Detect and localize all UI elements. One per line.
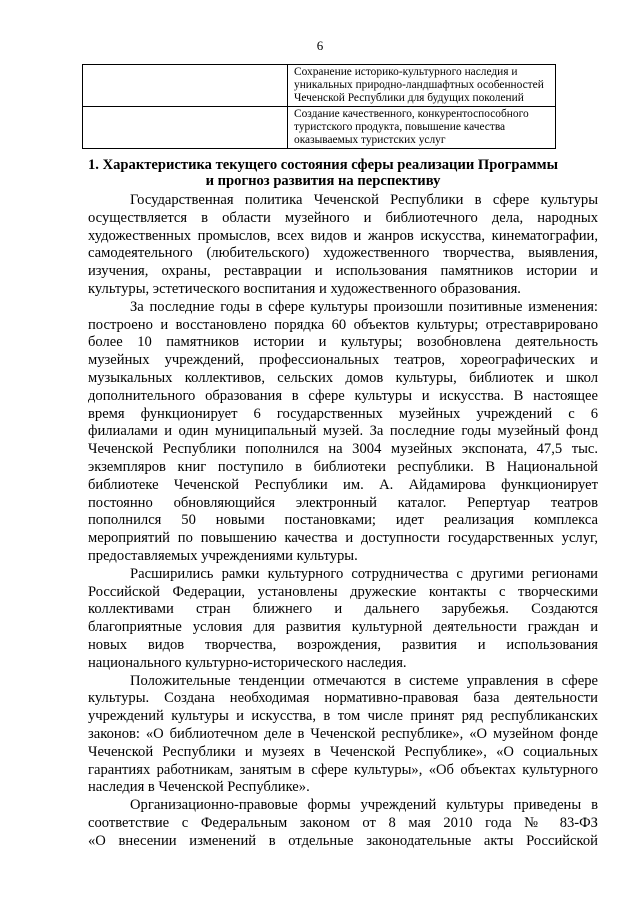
paragraph-line: художественных промыслов, всех видов и жанров искусства, кинематографии, <box>88 227 598 244</box>
paragraph-line: Российской Федерации, установлены дружеские контакты с творческими <box>88 583 598 600</box>
goal-text <box>288 107 555 148</box>
paragraph-line: более 10 памятников истории и культуры; возобновлена деятельность <box>88 334 598 351</box>
paragraph-line: За последние годы в сфере культуры произошли позитивные изменения: <box>130 298 598 315</box>
table-cell-empty <box>83 107 288 149</box>
heading-line: 1. Характеристика текущего состояния сферы реализации Программы <box>88 157 559 173</box>
paragraph-line: благоприятные условия для развития культурной деятельности граждан и <box>88 619 598 636</box>
paragraph-line: самодеятельного (любительского) художественного творчества, выявления, <box>88 245 598 262</box>
paragraph <box>88 673 598 798</box>
paragraph-line: построено и восстановлено порядка 60 объектов культуры; отреставрировано <box>88 316 598 333</box>
paragraph-line: культуры, эстетического воспитания и художественного образования. <box>88 280 521 297</box>
table-cell-empty <box>83 65 288 107</box>
paragraph-line: Положительные тенденции отмечаются в системе управления в сфере <box>130 672 598 689</box>
section-heading <box>88 157 558 189</box>
table-row <box>83 65 556 107</box>
paragraph-line: новых видов творчества, возрождения, развития и использования <box>88 636 598 653</box>
paragraph-line: Организационно-правовые формы учреждений культуры приведены в <box>130 797 598 814</box>
paragraph <box>88 566 598 673</box>
paragraph-line: наследия в Чеченской Республике». <box>88 779 310 796</box>
goal-text <box>288 65 555 106</box>
paragraph-line: соответствие с Федеральным законом от 8 мая 2010 года № 83-ФЗ <box>88 814 598 831</box>
paragraph-line: дополнительного образования в сфере культуры и искусства. В настоящее <box>88 387 598 404</box>
paragraph-line: Чеченской Республики и музеях в Чеченской Республике», «О социальных <box>88 743 598 760</box>
paragraph-line: коллективами стран ближнего и дальнего зарубежья. Создаются <box>88 601 598 618</box>
paragraph-line: постоянно обновляющийся электронный каталог. Репертуар театров <box>88 494 598 511</box>
paragraph-line: пополнился 50 новыми постановками; идет реализация комплекса <box>88 512 598 529</box>
heading-line: и прогноз развития на перспективу <box>205 173 441 189</box>
paragraph-line: национального культурно-исторического наследия. <box>88 654 407 671</box>
paragraph-line: изучения, охраны, реставрации и использования памятников истории и <box>88 263 598 280</box>
paragraph-line: Расширились рамки культурного сотрудничества с другими регионами <box>130 565 598 582</box>
paragraph-line: библиотеке Чеченской Республики им. А. Айдамирова функционирует <box>88 476 598 493</box>
paragraph-line: музейных учреждений, профессиональных театров, хореографических и <box>88 352 598 369</box>
table-cell-goal <box>288 107 556 149</box>
paragraph-line: гарантиях работникам, занятым в сфере культуры», «Об объектах культурного <box>88 761 598 778</box>
paragraph-line: предоставляемых учреждениями культуры. <box>88 547 358 564</box>
paragraph-line: законов: «О библиотечном деле в Чеченской республике», «О музейном фонде <box>88 725 598 742</box>
goal-line: Создание качественного, конкурентоспособного <box>294 108 529 120</box>
paragraph <box>88 299 598 566</box>
table-row <box>83 107 556 149</box>
paragraph-line: мероприятий по повышению качества и доступности государственных услуг, <box>88 530 598 547</box>
goal-line: оказываемых туристских услуг <box>294 134 446 146</box>
paragraph-line: учреждений культуры и искусства, в том числе принят ряд республиканских <box>88 708 598 725</box>
paragraph-line: музыкальных коллективов, сельских домов культуры, библиотек и школ <box>88 369 598 386</box>
paragraph-line: Чеченской Республики пополнился на 3004 музейных экспоната, 47,5 тыс. <box>88 441 598 458</box>
goal-line: Сохранение историко-культурного наследия и <box>294 66 518 78</box>
paragraph-line: «О внесении изменений в отдельные законодательные акты Российской <box>88 832 598 849</box>
goal-line: Чеченской Республики для будущих поколений <box>294 92 524 104</box>
table-cell-goal <box>288 65 556 107</box>
goal-line: туристского продукта, повышение качества <box>294 121 506 133</box>
paragraph-line: экземпляров книг поступило в библиотеки республики. В Национальной <box>88 458 598 475</box>
page-number: 6 <box>316 38 324 53</box>
paragraph-line: Государственная политика Чеченской Республики в сфере культуры <box>130 192 598 208</box>
goal-line: уникальных природно-ландшафтных особенностей <box>294 79 544 91</box>
paragraph-line: культуры. Создана необходимая нормативно-правовая база деятельности <box>88 690 598 707</box>
paragraph-line: время функционирует 6 государственных музейных учреждений с 6 <box>88 405 598 422</box>
section-body <box>88 192 598 850</box>
paragraph-line: филиалами и один муниципальный музей. За последние годы музейный фонд <box>88 423 598 440</box>
goals-table <box>82 64 556 149</box>
paragraph-line: осуществляется в области музейного и библиотечного дела, народных <box>88 209 598 226</box>
paragraph <box>88 192 598 299</box>
paragraph <box>88 797 598 850</box>
